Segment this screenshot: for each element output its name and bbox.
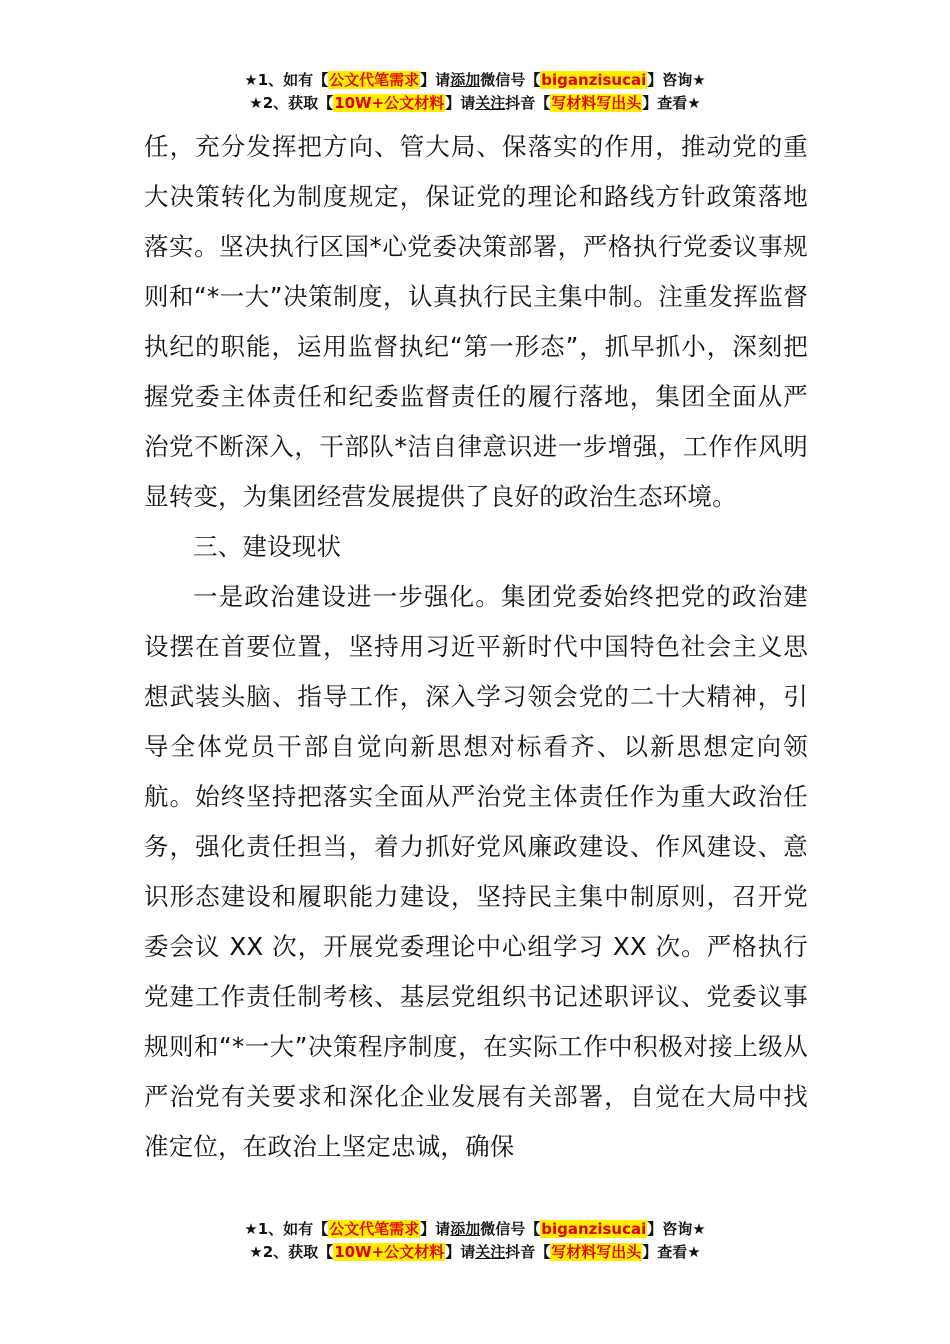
section-heading: 三、建设现状 — [193, 532, 342, 561]
banner-line-2: ★2、获取【10W+公文材料】请关注抖音【写材料写出头】查看★ — [249, 94, 701, 112]
paragraph: 一是政治建设进一步强化。集团党委始终把党的政治建设摆在首要位置，坚持用习近平新时代中国特色社会主义思想武装头脑、指导工作，深入学习领会党的二十大精神，引导全体党员干部自觉向新思想对标看齐、以新思想定向领航。始终坚持把落实全面从严治党主体责任作为重大政治任务，强化责任担当，着力抓好党风廉政建设、作风建设、意识形态建设和履职能力建设，坚持民主集中制原则，召开党委会议 XX 次，开展党委理论中心组学习 XX 次。严格执行党建工作责任制考核、基层党组织书记述职评议、党委议事规则和“*一大”决策程序制度，在实际工作中积极对接上级从严治党有关要求和深化企业发展有关部署，自觉在大局中找准定位，在政治上坚定忠诚，确保 — [144, 582, 808, 1161]
banner-highlight: 10W+公文材料 — [334, 94, 445, 112]
banner-highlight: 写材料写出头 — [551, 1243, 642, 1261]
banner-line-2: ★2、获取【10W+公文材料】请关注抖音【写材料写出头】查看★ — [249, 1243, 701, 1261]
banner-highlight: biganzisucai — [541, 71, 647, 89]
banner-highlight: 公文代笔需求 — [329, 1220, 420, 1238]
banner-line-1: ★1、如有【公文代笔需求】请添加微信号【biganzisucai】咨询★ — [244, 1220, 706, 1238]
banner-highlight: 公文代笔需求 — [329, 71, 420, 89]
banner-line-1: ★1、如有【公文代笔需求】请添加微信号【biganzisucai】咨询★ — [244, 71, 706, 89]
banner-highlight: 10W+公文材料 — [334, 1243, 445, 1261]
banner-highlight: 写材料写出头 — [551, 94, 642, 112]
banner-highlight: biganzisucai — [541, 1220, 647, 1238]
footer-banner — [0, 1218, 950, 1264]
header-banner — [0, 69, 950, 115]
paragraph: 任，充分发挥把方向、管大局、保落实的作用，推动党的重大决策转化为制度规定，保证党的理论和路线方针政策落地落实。坚决执行区国*心党委决策部署，严格执行党委议事规则和“*一大”决策制度，认真执行民主集中制。注重发挥监督执纪的职能，运用监督执纪“第一形态”，抓早抓小，深刻把握党委主体责任和纪委监督责任的履行落地，集团全面从严治党不断深入，干部队*洁自律意识进一步增强，工作作风明显转变，为集团经营发展提供了良好的政治生态环境。 — [144, 132, 808, 511]
document-body — [144, 122, 808, 1172]
